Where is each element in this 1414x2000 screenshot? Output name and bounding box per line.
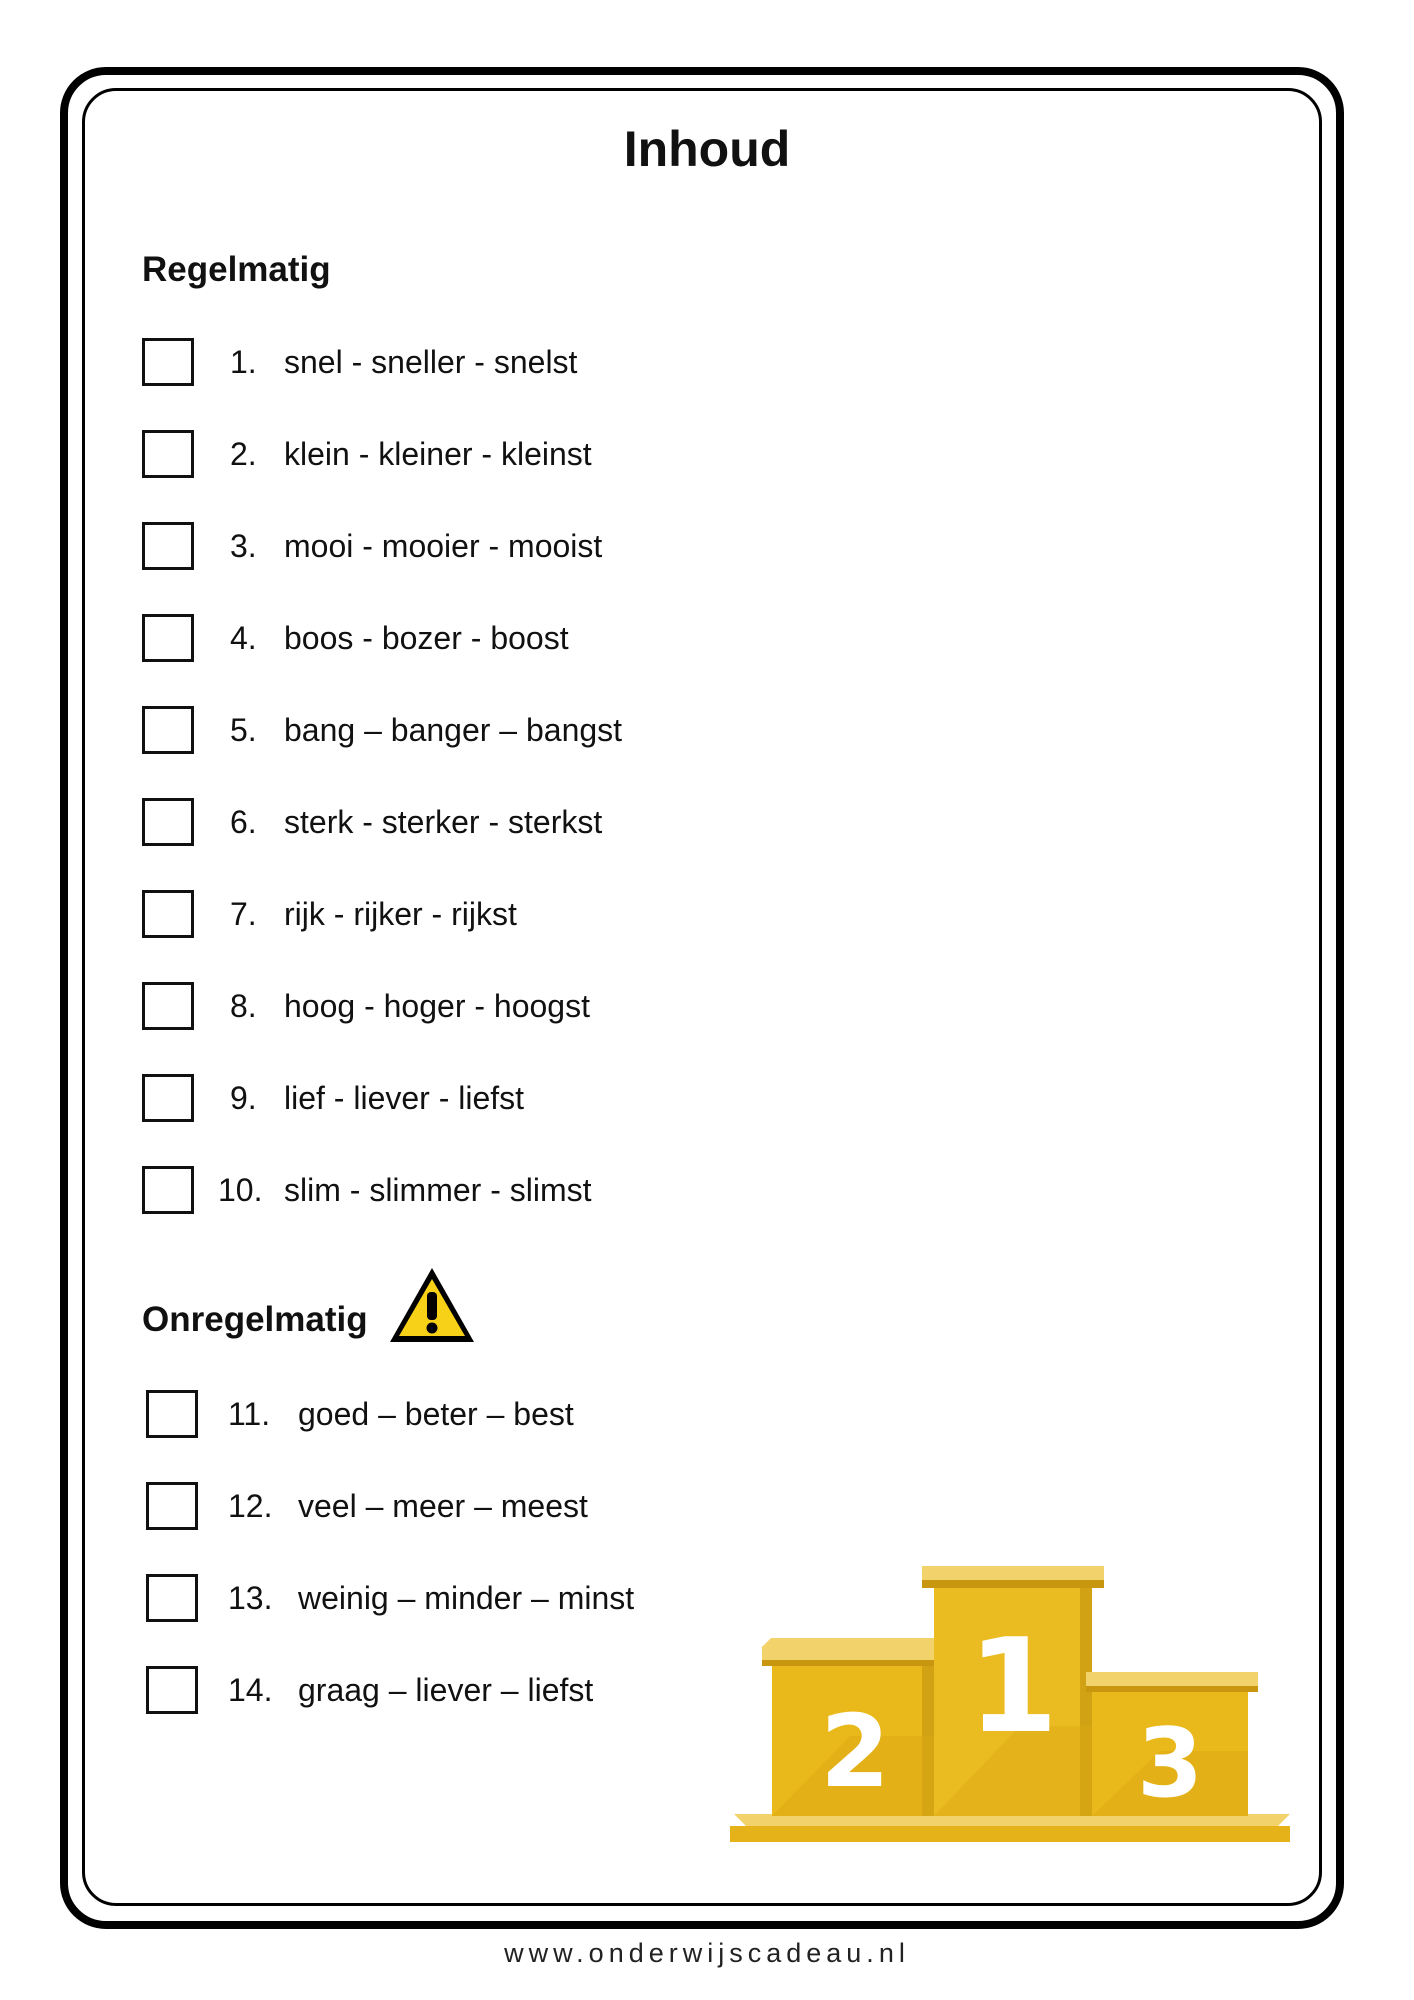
checkbox[interactable]: [142, 982, 194, 1030]
item-number: 12.: [228, 1488, 273, 1524]
checkbox[interactable]: [142, 430, 194, 478]
item-text: klein - kleiner - kleinst: [284, 436, 592, 472]
checkbox[interactable]: [146, 1666, 198, 1714]
item-text: hoog - hoger - hoogst: [284, 988, 590, 1024]
item-number: 10.: [218, 1172, 263, 1208]
checkbox[interactable]: [146, 1390, 198, 1438]
item-text: bang – banger – bangst: [284, 712, 623, 748]
item-number: 5.: [230, 712, 257, 748]
item-number: 7.: [230, 896, 257, 932]
item-text: weinig – minder – minst: [298, 1580, 635, 1616]
checkbox[interactable]: [142, 1166, 194, 1214]
item-text: boos - bozer - boost: [284, 620, 569, 656]
item-number: 14.: [228, 1672, 273, 1708]
item-text: slim - slimmer - slimst: [284, 1172, 592, 1208]
footer-url[interactable]: www.onderwijscadeau.nl: [504, 1938, 910, 1968]
item-text: graag – liever – liefst: [298, 1672, 594, 1708]
section-heading-regular: Regelmatig: [142, 250, 331, 289]
item-number: 3.: [230, 528, 257, 564]
item-number: 1.: [230, 344, 257, 380]
item-number: 13.: [228, 1580, 273, 1616]
podium-label-third: 3: [1136, 1709, 1204, 1819]
podium-label-second: 2: [820, 1693, 890, 1810]
checkbox[interactable]: [142, 1074, 194, 1122]
item-number: 11.: [228, 1396, 271, 1432]
checkbox[interactable]: [146, 1482, 198, 1530]
item-text: rijk - rijker - rijkst: [284, 896, 517, 932]
item-number: 8.: [230, 988, 257, 1024]
item-text: sterk - sterker - sterkst: [284, 804, 603, 840]
item-text: snel - sneller - snelst: [284, 344, 578, 380]
item-text: lief - liever - liefst: [284, 1080, 525, 1116]
item-number: 6.: [230, 804, 257, 840]
podium-illustration: [730, 1556, 1290, 1856]
item-text: veel – meer – meest: [298, 1488, 588, 1524]
checkbox[interactable]: [142, 522, 194, 570]
podium-label-first: 1: [967, 1610, 1059, 1762]
checkbox[interactable]: [142, 614, 194, 662]
item-number: 9.: [230, 1080, 257, 1116]
checkbox[interactable]: [146, 1574, 198, 1622]
checkbox[interactable]: [142, 890, 194, 938]
checkbox[interactable]: [142, 798, 194, 846]
checkbox[interactable]: [142, 338, 194, 386]
item-number: 4.: [230, 620, 257, 656]
item-text: mooi - mooier - mooist: [284, 528, 603, 564]
item-number: 2.: [230, 436, 257, 472]
warning-icon: [386, 1264, 478, 1346]
page-title: Inhoud: [623, 121, 791, 177]
section-heading-irregular: Onregelmatig: [142, 1300, 368, 1339]
checkbox[interactable]: [142, 706, 194, 754]
item-text: goed – beter – best: [298, 1396, 574, 1432]
